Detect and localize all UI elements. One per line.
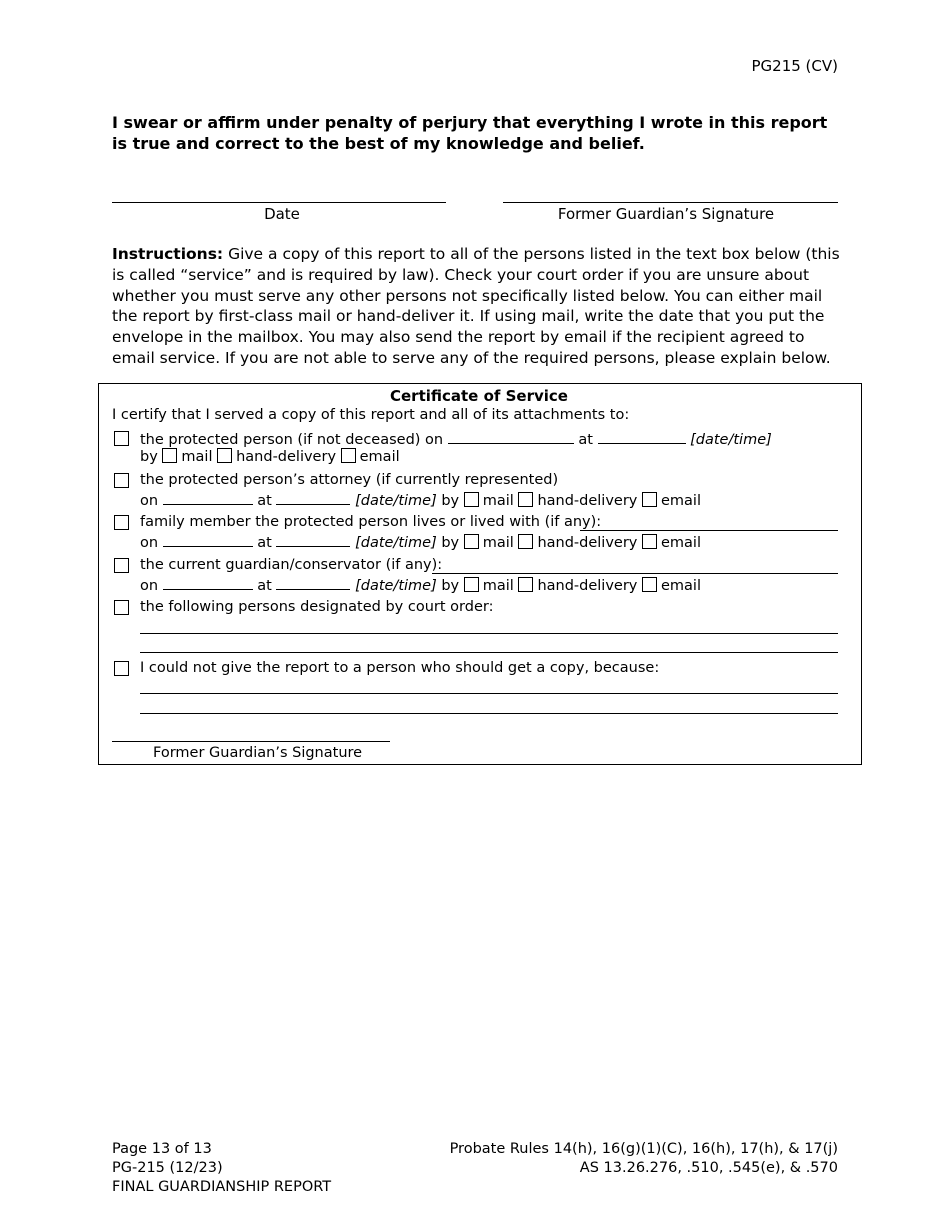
email-label: email <box>660 493 701 509</box>
instructions-label: Instructions: <box>112 245 224 263</box>
item-could-not-serve <box>140 659 659 677</box>
datetime-hint: [date/time] <box>690 432 772 448</box>
date-field[interactable] <box>163 575 253 590</box>
mail-label: mail <box>482 578 514 594</box>
checkbox-could-not-serve[interactable] <box>114 661 129 676</box>
mail-label: mail <box>482 535 514 551</box>
by-label: by <box>140 449 158 465</box>
checkbox-mail[interactable] <box>464 577 479 592</box>
item-court-order-persons <box>140 598 493 616</box>
footer-right <box>450 1140 838 1178</box>
by-label: by <box>441 535 460 551</box>
could-not-serve-line-2[interactable] <box>140 713 838 714</box>
on-label: on <box>140 493 159 509</box>
item-current-guardian-label: the current guardian/conservator (if any): <box>140 557 443 573</box>
item-protected-person <box>140 429 772 449</box>
court-order-persons-line-2[interactable] <box>140 652 838 653</box>
item-protected-person-method <box>140 448 400 466</box>
footer-page-number: Page 13 of 13 <box>112 1141 212 1157</box>
date-label: Date <box>264 205 300 223</box>
instructions <box>112 244 840 369</box>
footer-form-title: FINAL GUARDIANSHIP REPORT <box>112 1179 332 1195</box>
email-label: email <box>660 535 701 551</box>
family-member-name-field[interactable] <box>580 530 838 531</box>
date-line[interactable] <box>112 202 446 203</box>
signature-label: Former Guardian’s Signature <box>557 205 775 223</box>
item-current-guardian-details <box>140 575 701 595</box>
checkbox-current-guardian[interactable] <box>114 558 129 573</box>
footer-probate-rules: Probate Rules 14(h), 16(g)(1)(C), 16(h), 17(h), & 17(j) <box>449 1141 838 1157</box>
item-family-member-details <box>140 532 701 552</box>
footer-form-number: PG-215 (12/23) <box>112 1160 223 1176</box>
could-not-serve-line-1[interactable] <box>140 693 838 694</box>
item-family-member-label: family member the protected person lives or lived with (if any): <box>140 514 602 530</box>
date-field[interactable] <box>163 532 253 547</box>
instructions-text: Give a copy of this report to all of the persons listed in the text box below (this is called “service” and is required by law). Check your court order if you are unsure about whether you must serve any other persons not specifically listed below. You can either mail the report by first-class mail or hand-deliver it. If using mail, write the date that you put the envelope in the mailbox. You may also send the report by email if the recipient agreed to email service. If you are not able to serve any of the required persons, please explain below. <box>112 245 840 367</box>
checkbox-hand-delivery[interactable] <box>518 534 533 549</box>
hand-delivery-label: hand-delivery <box>537 578 638 594</box>
item-court-order-persons-label: the following persons designated by court order: <box>140 599 494 615</box>
datetime-hint: [date/time] <box>355 493 437 509</box>
time-field[interactable] <box>276 575 350 590</box>
footer-statutes: AS 13.26.276, .510, .545(e), & .570 <box>579 1160 838 1176</box>
checkbox-hand-delivery[interactable] <box>518 492 533 507</box>
datetime-hint: [date/time] <box>355 535 437 551</box>
certificate-signature-line[interactable] <box>112 741 390 742</box>
mail-label: mail <box>482 493 514 509</box>
email-label: email <box>359 449 400 465</box>
checkbox-hand-delivery[interactable] <box>217 448 232 463</box>
email-label: email <box>660 578 701 594</box>
at-label: at <box>257 493 272 509</box>
on-label: on <box>140 578 159 594</box>
checkbox-email[interactable] <box>341 448 356 463</box>
form-code: PG215 (CV) <box>751 57 838 75</box>
item-protected-person-label: the protected person (if not deceased) on <box>140 432 444 448</box>
by-label: by <box>441 578 460 594</box>
item-attorney-details <box>140 490 701 510</box>
signature-line[interactable] <box>503 202 838 203</box>
item-family-member <box>140 513 601 531</box>
item-attorney-label: the protected person’s attorney (if currently represented) <box>140 472 559 488</box>
mail-label: mail <box>181 449 213 465</box>
certificate-signature-label: Former Guardian’s Signature <box>153 745 363 761</box>
item-attorney <box>140 471 558 489</box>
date-field[interactable] <box>448 429 574 444</box>
at-label: at <box>578 432 593 448</box>
date-field[interactable] <box>163 490 253 505</box>
at-label: at <box>257 535 272 551</box>
checkbox-mail[interactable] <box>464 534 479 549</box>
checkbox-attorney[interactable] <box>114 473 129 488</box>
checkbox-court-order-persons[interactable] <box>114 600 129 615</box>
at-label: at <box>257 578 272 594</box>
on-label: on <box>140 535 159 551</box>
by-label: by <box>441 493 460 509</box>
datetime-hint: [date/time] <box>355 578 437 594</box>
oath-statement: I swear or affirm under penalty of perjury that everything I wrote in this report is true and correct to the best of my knowledge and belief. <box>112 113 828 153</box>
time-field[interactable] <box>276 532 350 547</box>
checkbox-family-member[interactable] <box>114 515 129 530</box>
checkbox-protected-person[interactable] <box>114 431 129 446</box>
certificate-title: Certificate of Service <box>389 387 568 405</box>
time-field[interactable] <box>598 429 686 444</box>
checkbox-email[interactable] <box>642 492 657 507</box>
court-order-persons-line-1[interactable] <box>140 633 838 634</box>
hand-delivery-label: hand-delivery <box>236 449 337 465</box>
checkbox-mail[interactable] <box>162 448 177 463</box>
item-could-not-serve-label: I could not give the report to a person who should get a copy, because: <box>140 660 660 676</box>
hand-delivery-label: hand-delivery <box>537 493 638 509</box>
checkbox-email[interactable] <box>642 534 657 549</box>
checkbox-email[interactable] <box>642 577 657 592</box>
footer-left <box>112 1140 331 1197</box>
checkbox-hand-delivery[interactable] <box>518 577 533 592</box>
checkbox-mail[interactable] <box>464 492 479 507</box>
item-current-guardian <box>140 556 442 574</box>
time-field[interactable] <box>276 490 350 505</box>
certificate-intro: I certify that I served a copy of this report and all of its attachments to: <box>112 407 630 423</box>
hand-delivery-label: hand-delivery <box>537 535 638 551</box>
current-guardian-name-field[interactable] <box>432 573 838 574</box>
